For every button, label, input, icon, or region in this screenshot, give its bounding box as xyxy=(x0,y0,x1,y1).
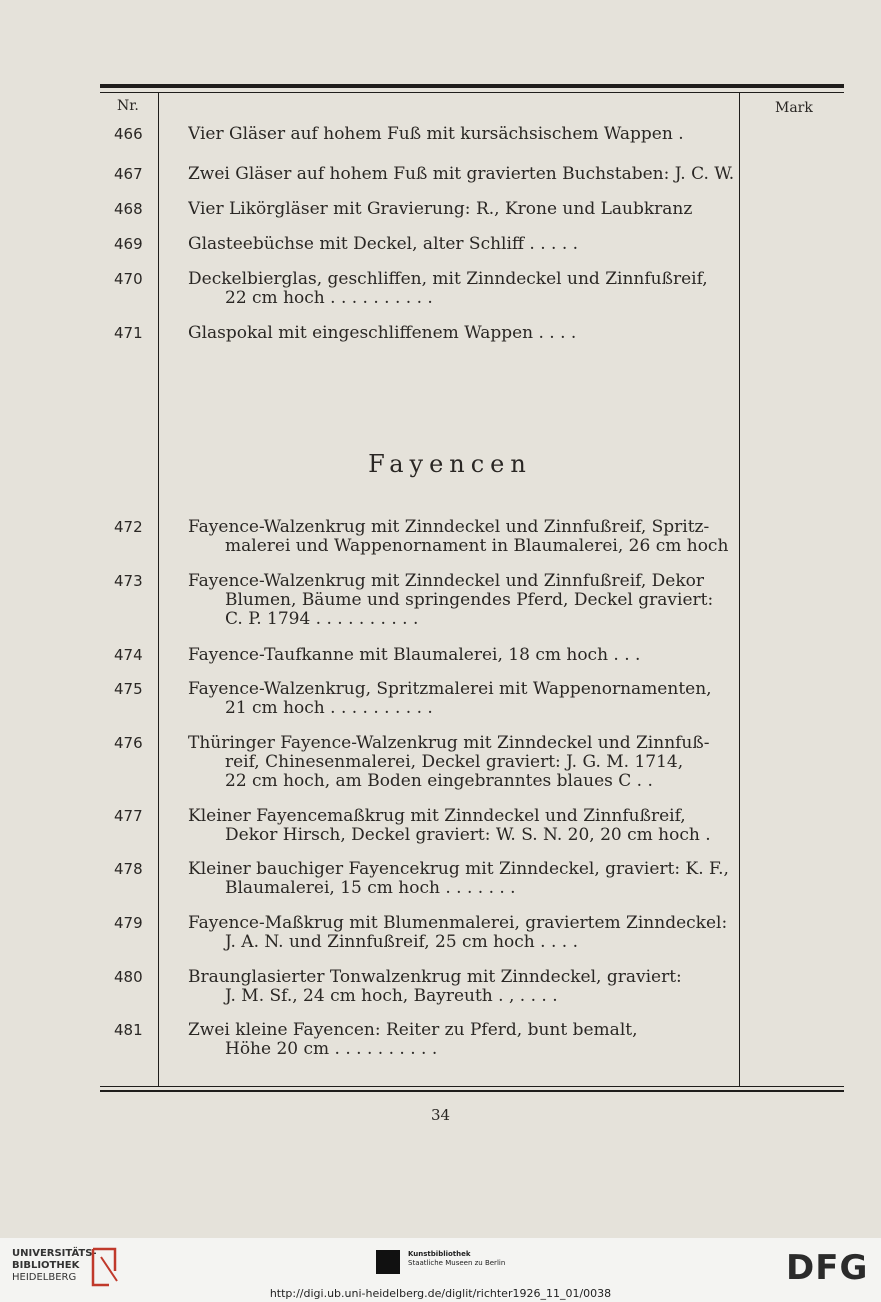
logo-text: Kunstbibliothek xyxy=(408,1250,471,1258)
entry-text: Fayence-Taufkanne mit Blaumalerei, 18 cm hoch . . . xyxy=(188,646,641,665)
entry-text: reif, Chinesenmalerei, Deckel graviert: J. G. M. 1714, xyxy=(225,753,684,772)
entry-number: 473 xyxy=(114,572,143,590)
bottom-rule xyxy=(100,1090,844,1092)
entry-text: Blaumalerei, 15 cm hoch . . . . . . . xyxy=(225,879,516,898)
entry-text: Fayence-Maßkrug mit Blumenmalerei, graviertem Zinndeckel: xyxy=(188,914,728,933)
viewer-footer xyxy=(0,1238,881,1302)
entry-text: Deckelbierglas, geschliffen, mit Zinndeckel und Zinnfußreif, xyxy=(188,270,708,289)
ub-heidelberg-logo[interactable] xyxy=(12,1248,97,1284)
kunstbibliothek-icon xyxy=(376,1250,400,1274)
ub-logo-icon xyxy=(89,1245,121,1291)
entry-number: 479 xyxy=(114,914,143,932)
entry-text: Dekor Hirsch, Deckel graviert: W. S. N. 20, 20 cm hoch . xyxy=(225,826,711,845)
kunstbibliothek-logo[interactable] xyxy=(408,1250,505,1268)
entry-number: 468 xyxy=(114,200,143,218)
entry-text: 22 cm hoch . . . . . . . . . . xyxy=(225,289,433,308)
entry-number: 469 xyxy=(114,235,143,253)
entry-text: Blumen, Bäume und springendes Pferd, Deckel graviert: xyxy=(225,591,714,610)
entry-text: Fayence-Walzenkrug mit Zinndeckel und Zinnfußreif, Spritz- xyxy=(188,518,710,537)
entry-text: J. A. N. und Zinnfußreif, 25 cm hoch . . . . xyxy=(225,933,578,952)
permalink-url[interactable]: http://digi.ub.uni-heidelberg.de/diglit/richter1926_11_01/0038 xyxy=(269,1287,612,1300)
entry-number: 480 xyxy=(114,968,143,986)
entry-text: Fayence-Walzenkrug, Spritzmalerei mit Wappenornamenten, xyxy=(188,680,712,699)
entry-text: Glasteebüchse mit Deckel, alter Schliff . . . . . xyxy=(188,235,579,254)
section-title: Fayencen xyxy=(368,450,532,478)
top-rule xyxy=(100,84,844,88)
column-header-nr: Nr. xyxy=(117,98,139,114)
entry-text: Zwei kleine Fayencen: Reiter zu Pferd, bunt bemalt, xyxy=(188,1021,638,1040)
dfg-logo[interactable]: DFG xyxy=(786,1248,869,1288)
entry-text: Höhe 20 cm . . . . . . . . . . xyxy=(225,1040,438,1059)
entry-number: 475 xyxy=(114,680,143,698)
entry-number: 476 xyxy=(114,734,143,752)
entry-number: 467 xyxy=(114,165,143,183)
logo-text: Staatliche Museen zu Berlin xyxy=(408,1259,506,1267)
entry-number: 478 xyxy=(114,860,143,878)
entry-number: 470 xyxy=(114,270,143,288)
entry-number: 477 xyxy=(114,807,143,825)
entry-text: malerei und Wappenornament in Blaumalerei, 26 cm hoch xyxy=(225,537,729,556)
bottom-rule-thin xyxy=(100,1086,844,1087)
entry-text: Glaspokal mit eingeschliffenem Wappen . . . . xyxy=(188,324,577,343)
entry-text: Braunglasierter Tonwalzenkrug mit Zinndeckel, graviert: xyxy=(188,968,682,987)
entry-text: Zwei Gläser auf hohem Fuß mit gravierten Buchstaben: J. C. W. xyxy=(188,165,735,184)
entry-number: 466 xyxy=(114,125,143,143)
entry-number: 474 xyxy=(114,646,143,664)
entry-text: C. P. 1794 . . . . . . . . . . xyxy=(225,610,419,629)
entry-text: Thüringer Fayence-Walzenkrug mit Zinndeckel und Zinnfuß- xyxy=(188,734,710,753)
logo-text: HEIDELBERG xyxy=(12,1272,77,1283)
entry-text: 21 cm hoch . . . . . . . . . . xyxy=(225,699,433,718)
entry-text: Vier Likörgläser mit Gravierung: R., Krone und Laubkranz xyxy=(188,200,693,219)
entry-number: 481 xyxy=(114,1021,143,1039)
entry-number: 471 xyxy=(114,324,143,342)
logo-text: BIBLIOTHEK xyxy=(12,1260,80,1271)
top-rule-thin xyxy=(100,92,844,93)
column-header-mark: Mark xyxy=(775,100,813,116)
entry-text: Kleiner Fayencemaßkrug mit Zinndeckel und Zinnfußreif, xyxy=(188,807,686,826)
entry-number: 472 xyxy=(114,518,143,536)
column-divider-nr xyxy=(158,93,159,1087)
entry-text: Vier Gläser auf hohem Fuß mit kursächsischem Wappen . xyxy=(188,125,684,144)
entry-text: J. M. Sf., 24 cm hoch, Bayreuth . , . . . . xyxy=(225,987,558,1006)
logo-text: UNIVERSITÄTS- xyxy=(12,1248,97,1259)
entry-text: Kleiner bauchiger Fayencekrug mit Zinndeckel, graviert: K. F., xyxy=(188,860,729,879)
entry-text: Fayence-Walzenkrug mit Zinndeckel und Zinnfußreif, Dekor xyxy=(188,572,704,591)
page-number: 34 xyxy=(430,1106,451,1124)
entry-text: 22 cm hoch, am Boden eingebranntes blaues C . . xyxy=(225,772,653,791)
